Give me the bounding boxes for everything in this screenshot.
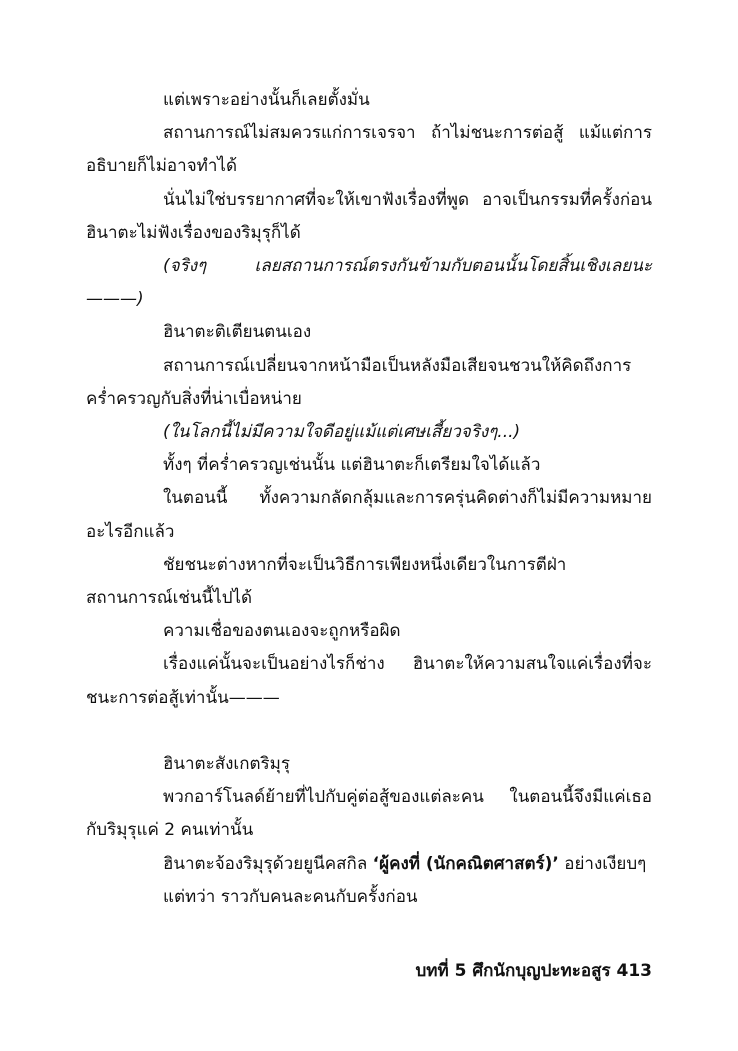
paragraph: สถานการณ์เปลี่ยนจากหน้ามือเป็นหลังมือเสียจนชวนให้คิดถึงการคร่ำครวญกับสิ่งที่น่าเบื่อหน่าย	[86, 355, 632, 409]
paragraph: แต่ทว่า ราวกับคนละคนกับครั้งก่อน	[163, 886, 418, 907]
inner-thought: (จริงๆ เลยสถานการณ์ตรงกันข้ามกับตอนนั้นโดยสิ้นเชิงเลยนะ———)	[86, 256, 652, 310]
paragraph: เรื่องแค่นั้นจะเป็นอย่างไรก็ช่าง ฮินาตะให้ความสนใจแค่เรื่องที่จะชนะการต่อสู้เท่านั้น———	[86, 654, 652, 708]
paragraph: ในตอนนี้ ทั้งความกลัดกลุ้มและการครุ่นคิดต่างก็ไม่มีความหมายอะไรอีกแล้ว	[86, 488, 652, 542]
paragraph: ความเชื่อของตนเองจะถูกหรือผิด	[163, 621, 401, 642]
paragraph: แต่เพราะอย่างนั้นก็เลยตั้งมั่น	[163, 90, 370, 110]
paragraph: ฮินาตะสังเกตริมุรุ	[163, 754, 291, 775]
inner-thought: (ในโลกนี้ไม่มีความใจดีอยู่แม้แต่เศษเสี้ยวจริงๆ...)	[163, 422, 521, 443]
paragraph: ทั้งๆ ที่คร่ำครวญเช่นนั้น แต่ฮินาตะก็เตรียมใจได้แล้ว	[163, 455, 541, 476]
paragraph: ชัยชนะต่างหากที่จะเป็นวิธีการเพียงหนึ่งเดียวในการตีฝ่าสถานการณ์เช่นนี้ไปได้	[86, 554, 567, 609]
paragraph: พวกอาร์โนลด์ย้ายที่ไปกับคู่ต่อสู้ของแต่ละคน ในตอนนี้จึงมีแค่เธอกับริมุรุแค่ 2 คนเท่านั้น	[86, 787, 652, 841]
skill-name: ‘ผู้คงที่ (นักคณิตศาสตร์)’	[372, 853, 559, 874]
scene-break	[86, 715, 652, 748]
paragraph	[86, 848, 652, 881]
paragraph-text: อย่างเงียบๆ	[564, 853, 647, 874]
body-text	[86, 84, 652, 914]
paragraph-text: ฮินาตะจ้องริมุรุด้วยยูนีคสกิล	[163, 853, 368, 874]
page-footer: บทที่ 5 ศึกนักบุญปะทะอสูร 413	[415, 961, 652, 981]
paragraph: สถานการณ์ไม่สมควรแก่การเจรจา ถ้าไม่ชนะการต่อสู้ แม้แต่การอธิบายก็ไม่อาจทำได้	[86, 123, 652, 177]
paragraph: นั่นไม่ใช่บรรยากาศที่จะให้เขาฟังเรื่องที่พูด อาจเป็นกรรมที่ครั้งก่อนฮินาตะไม่ฟังเรื่องของริมุรุก็ได้	[86, 189, 652, 243]
paragraph: ฮินาตะติเตียนตนเอง	[163, 322, 312, 343]
